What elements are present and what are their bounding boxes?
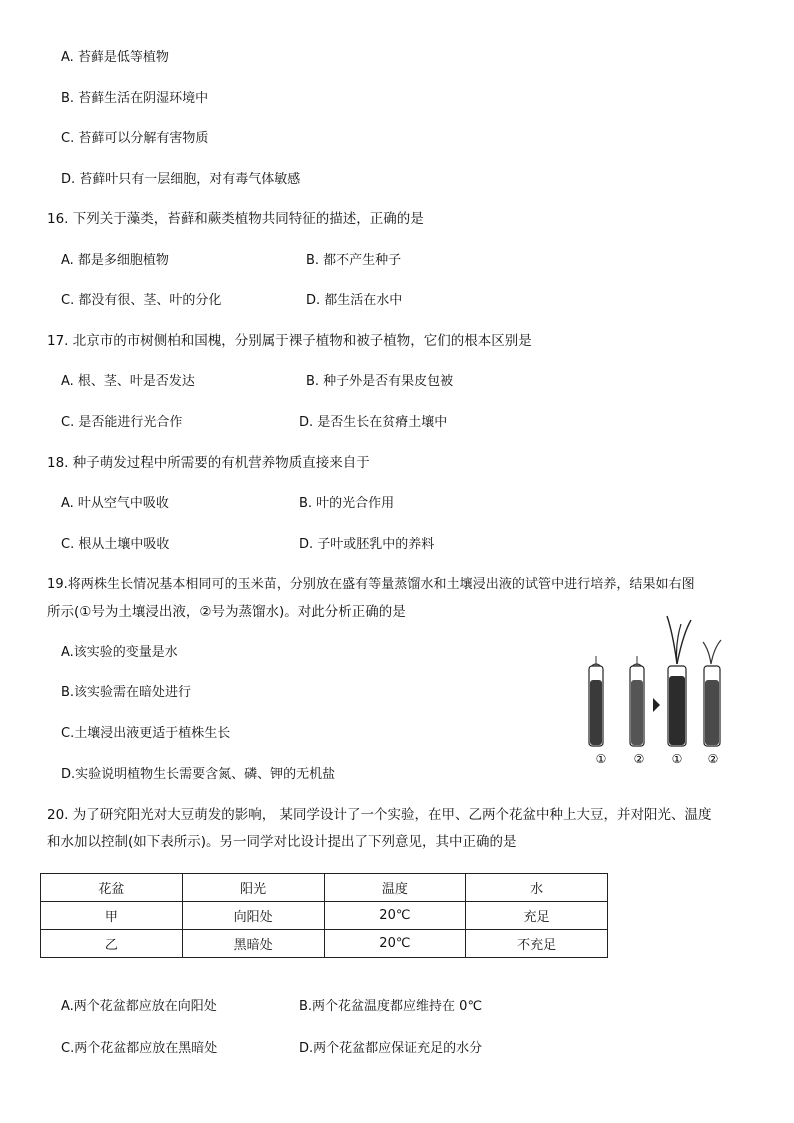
q16-option-a: A. 都是多细胞植物 [61,253,169,268]
table-cell: 20℃ [324,930,466,958]
q18-option-b: B. 叶的光合作用 [299,496,395,511]
q17-option-d: D. 是否生长在贫瘠土壤中 [299,415,448,430]
q15-option-b: B. 苔藓生活在阴湿环境中 [61,91,209,106]
table-header: 水 [466,874,608,902]
q20-option-c: C.两个花盆都应放在黑暗处 [61,1041,218,1056]
table-cell: 乙 [41,930,183,958]
q15-option-a: A. 苔藓是低等植物 [61,50,169,65]
q19-option-b: B.该实验需在暗处进行 [61,685,192,700]
q19-stem-line1: 19.将两株生长情况基本相同可的玉米苗，分别放在盛有等量蒸馏水和土壤浸出液的试管中进行培养，结果如右图 [47,577,695,592]
tube-label-1: ① [595,752,607,766]
table-header: 阳光 [182,874,324,902]
q20-stem-line1: 20. 为了研究阳光对大豆萌发的影响， 某同学设计了一个实验，在甲、乙两个花盆中种上大豆，并对阳光、温度 [47,807,712,823]
tube-4 [703,640,721,746]
tube-label-4: ② [707,752,719,766]
q17-stem: 17. 北京市的市树侧柏和国槐，分别属于裸子植物和被子植物，它们的根本区别是 [47,333,532,349]
table-cell: 甲 [41,902,183,930]
q20-option-d: D.两个花盆都应保证充足的水分 [299,1041,483,1056]
q16-option-d: D. 都生活在水中 [306,293,403,308]
experiment-table [40,873,608,958]
tube-label-3: ① [671,752,683,766]
table-header: 温度 [324,874,466,902]
q16-option-c: C. 都没有很、茎、叶的分化 [61,293,222,308]
table-row [41,930,608,958]
table-cell: 黑暗处 [182,930,324,958]
tube-1 [589,656,603,746]
q15-option-d: D. 苔藓叶只有一层细胞，对有毒气体敏感 [61,172,301,187]
table-row [41,902,608,930]
table-header: 花盆 [41,874,183,902]
q17-option-a: A. 根、茎、叶是否发达 [61,374,195,389]
table-cell: 向阳处 [182,902,324,930]
test-tube-figure [580,608,730,770]
q19-stem-line2: 所示(①号为土壤浸出液，②号为蒸馏水)。对此分析正确的是 [47,604,406,620]
q19-option-a: A.该实验的变量是水 [61,645,178,660]
q16-stem: 16. 下列关于藻类，苔藓和蕨类植物共同特征的描述，正确的是 [47,211,424,227]
q19-option-c: C.土壤浸出液更适于植株生长 [61,726,231,741]
q18-option-c: C. 根从土壤中吸收 [61,537,170,552]
table-header-row [41,874,608,902]
table-cell: 20℃ [324,902,466,930]
tube-3 [667,616,691,746]
q17-option-b: B. 种子外是否有果皮包被 [306,374,454,389]
q18-option-d: D. 子叶或胚乳中的养料 [299,537,435,552]
table-cell: 不充足 [466,930,608,958]
q16-option-b: B. 都不产生种子 [306,253,402,268]
q18-option-a: A. 叶从空气中吸收 [61,496,169,511]
tube-label-2: ② [633,752,645,766]
q15-option-c: C. 苔藓可以分解有害物质 [61,131,209,146]
q17-option-c: C. 是否能进行光合作 [61,415,183,430]
table-cell: 充足 [466,902,608,930]
q18-stem: 18. 种子萌发过程中所需要的有机营养物质直接来自于 [47,455,370,471]
q19-option-d: D.实验说明植物生长需要含氮、磷、钾的无机盐 [61,767,336,782]
q20-option-b: B.两个花盆温度都应维持在 0℃ [299,999,483,1014]
tube-2 [630,656,644,746]
q20-option-a: A.两个花盆都应放在向阳处 [61,999,217,1014]
arrow-icon [653,698,660,712]
q20-stem-line2: 和水加以控制(如下表所示)。另一同学对比设计提出了下列意见，其中正确的是 [47,834,517,850]
